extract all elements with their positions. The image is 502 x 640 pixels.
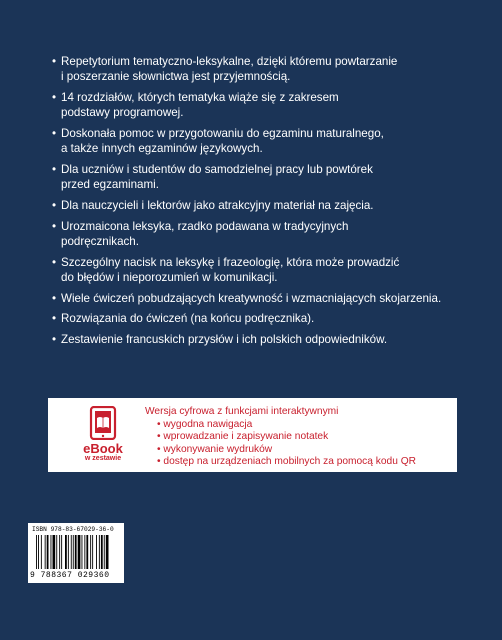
isbn-label: ISBN 978-83-67029-36-0 xyxy=(32,526,114,533)
ebook-feature-item: • wykonywanie wydruków xyxy=(157,443,273,455)
bullet-icon: • xyxy=(52,127,57,140)
barcode-stripe xyxy=(65,535,67,569)
feature-list xyxy=(52,54,472,352)
isbn-barcode xyxy=(28,523,124,583)
bullet-icon: • xyxy=(52,332,57,346)
bullet-icon: • xyxy=(52,291,57,305)
barcode-stripe xyxy=(38,535,39,569)
ebook-title: eBook xyxy=(83,441,123,456)
ebook-description xyxy=(145,406,450,469)
barcode-stripe xyxy=(53,535,56,569)
feature-text: 14 rozdziałów, których tematyka wiąże się z zakresem podstawy programowej. xyxy=(61,91,339,120)
barcode-stripe xyxy=(99,535,100,569)
feature-item xyxy=(52,90,472,121)
feature-text: Dla nauczycieli i lektorów jako atrakcyjny materiał na zajęcia. xyxy=(61,199,374,212)
feature-item xyxy=(52,126,472,157)
barcode-stripe xyxy=(101,535,103,569)
ebook-feature-item: • wygodna nawigacja xyxy=(157,418,253,430)
barcode-stripe xyxy=(47,535,49,569)
barcode-stripe xyxy=(73,535,74,569)
feature-item xyxy=(52,54,472,85)
feature-item xyxy=(52,332,472,347)
bullet-icon: • xyxy=(52,199,57,212)
barcode-stripe xyxy=(92,535,93,569)
feature-text: Doskonała pomoc w przygotowaniu do egzaminu maturalnego, a także innych egzaminów językowych. xyxy=(61,127,384,156)
feature-item xyxy=(52,291,472,306)
feature-text: Repetytorium tematyczno-leksykalne, dzięki któremu powtarzanie i poszerzanie słownictwa jest przyjemnością. xyxy=(61,55,398,84)
barcode-bars xyxy=(36,535,120,571)
barcode-stripe xyxy=(90,535,91,569)
ebook-feature-item: • wprowadzanie i zapisywanie notatek xyxy=(157,431,329,443)
ebook-badge xyxy=(62,406,144,468)
feature-item xyxy=(52,198,472,213)
barcode-stripe xyxy=(59,535,60,569)
ebook-subtitle: w zestawie xyxy=(84,455,122,462)
bullet-icon: • xyxy=(52,255,57,269)
ebook-panel xyxy=(48,398,457,472)
feature-text: Dla uczniów i studentów do samodzielnej pracy lub powtórek przed egzaminami. xyxy=(61,163,373,192)
barcode-stripe xyxy=(96,535,97,569)
ebook-feature-list xyxy=(145,419,450,469)
tablet-book-icon xyxy=(87,406,119,440)
feature-item xyxy=(52,162,472,193)
feature-text: Rozwiązania do ćwiczeń (na końcu podręcznika). xyxy=(61,312,315,326)
barcode-stripe xyxy=(41,535,42,569)
feature-item xyxy=(52,311,472,326)
barcode-stripe xyxy=(104,535,105,569)
feature-item xyxy=(52,219,472,250)
barcode-stripe xyxy=(36,535,37,569)
bullet-icon: • xyxy=(52,91,57,104)
bullet-icon: • xyxy=(52,312,57,326)
barcode-stripe xyxy=(56,535,57,569)
feature-text: Szczególny nacisk na leksykę i frazeologię, która może prowadzić do błędów i nieporozumień w komunikacji. xyxy=(61,255,400,284)
barcode-stripe xyxy=(106,535,109,569)
isbn-digits: 9 788367 029360 xyxy=(30,571,110,580)
feature-text: Zestawienie francuskich przysłów i ich polskich odpowiedników. xyxy=(61,332,388,346)
feature-item xyxy=(52,255,472,286)
barcode-stripe xyxy=(84,535,85,569)
barcode-stripe xyxy=(82,535,83,569)
barcode-stripe xyxy=(68,535,69,569)
barcode-stripe xyxy=(78,535,81,569)
bullet-icon: • xyxy=(52,163,57,176)
ebook-heading: Wersja cyfrowa z funkcjami interaktywnymi xyxy=(145,406,339,417)
barcode-stripe xyxy=(75,535,77,569)
barcode-stripe xyxy=(45,535,46,569)
barcode-stripe xyxy=(61,535,62,569)
barcode-stripe xyxy=(71,535,72,569)
bullet-icon: • xyxy=(52,55,57,68)
barcode-stripe xyxy=(51,535,52,569)
feature-text: Urozmaicona leksyka, rzadko podawana w tradycyjnych podręcznikach. xyxy=(61,219,349,248)
feature-text: Wiele ćwiczeń pobudzających kreatywność i wzmacniających skojarzenia. xyxy=(61,291,442,305)
bullet-icon: • xyxy=(52,219,57,233)
ebook-feature-item: • dostęp na urządzeniach mobilnych za pomocą kodu QR xyxy=(157,456,416,468)
barcode-stripe xyxy=(86,535,88,569)
